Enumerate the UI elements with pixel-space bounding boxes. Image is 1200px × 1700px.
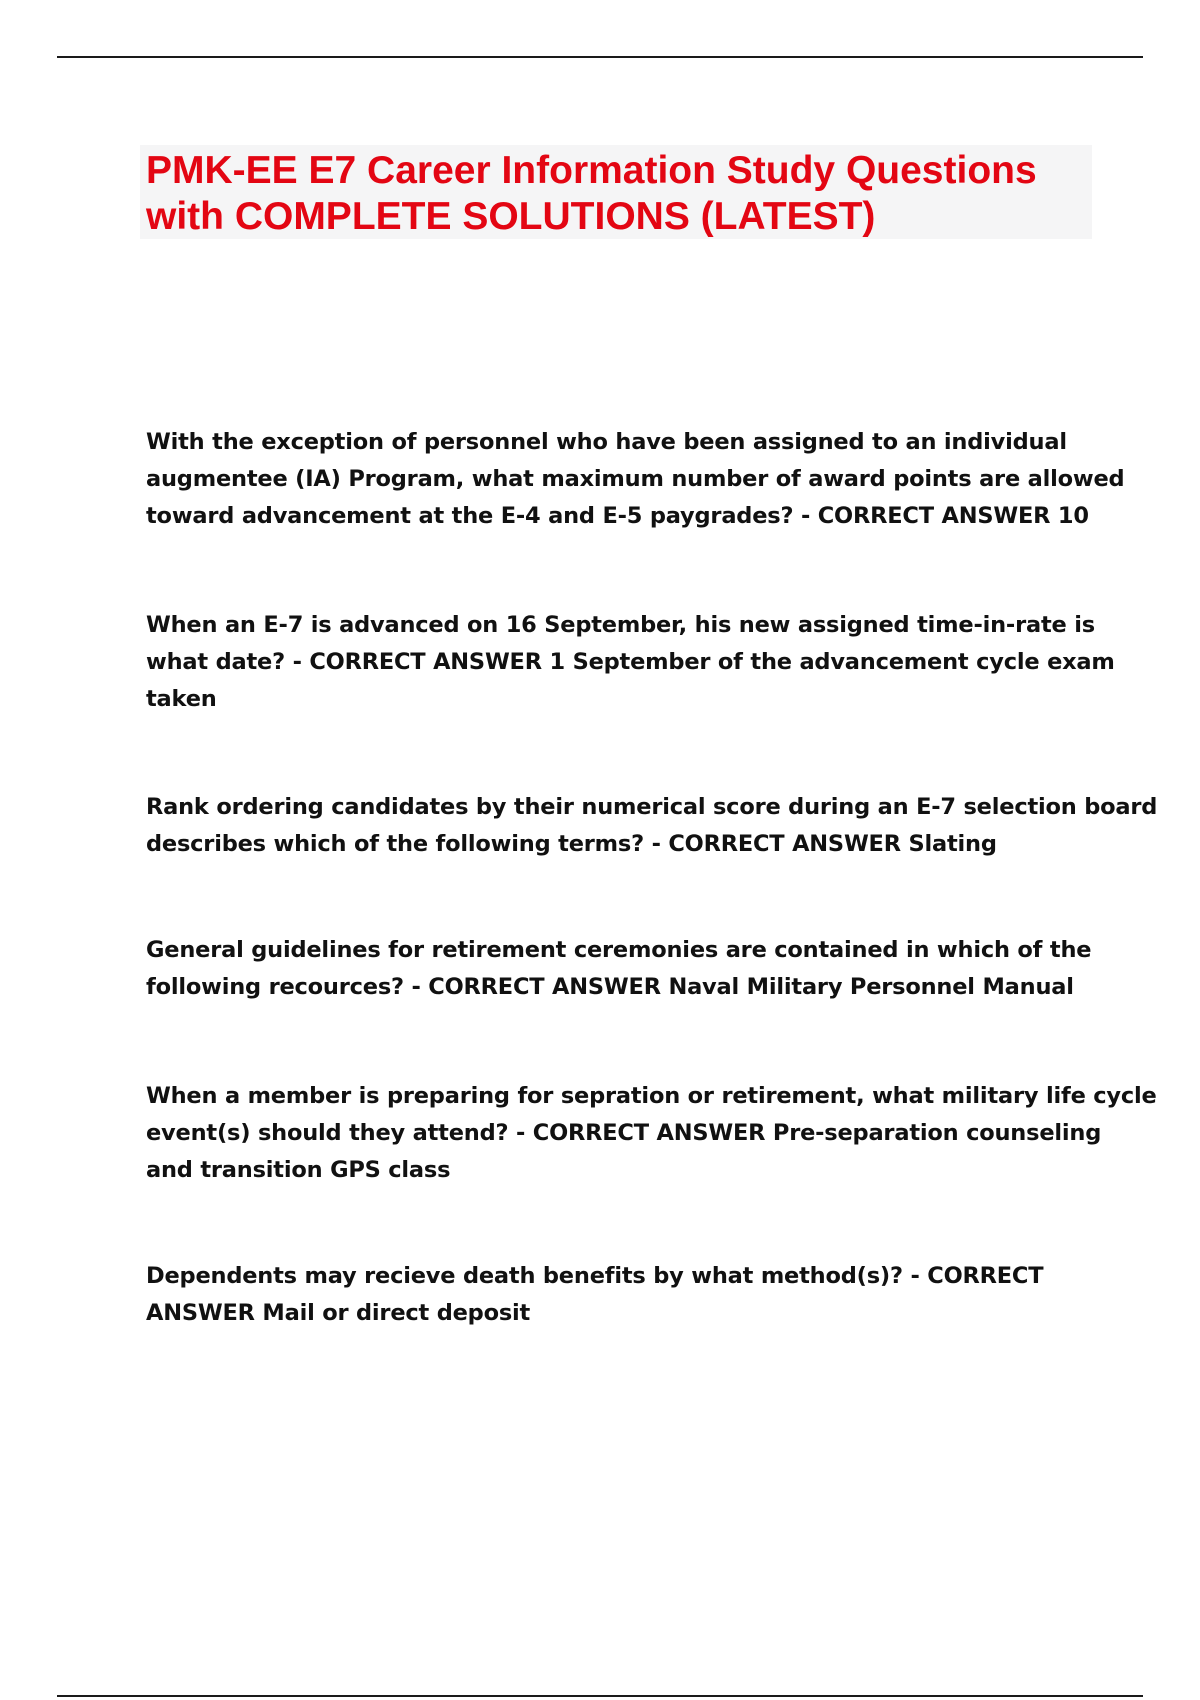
title-line-1: PMK-EE E7 Career Information Study Questions: [146, 149, 1037, 192]
qa-line: and transition GPS class: [146, 1157, 451, 1183]
qa-line: ANSWER Mail or direct deposit: [146, 1300, 531, 1326]
qa-line: following recources? - CORRECT ANSWER Naval Military Personnel Manual: [146, 974, 1074, 1000]
qa-line: When a member is preparing for sepration or retirement, what military life cycle: [146, 1083, 1157, 1109]
document-title: [146, 148, 1037, 240]
bottom-rule: [57, 1695, 1143, 1697]
qa-line: what date? - CORRECT ANSWER 1 September of the advancement cycle exam: [146, 649, 1115, 675]
qa-item-4: [146, 932, 1106, 1006]
top-rule: [57, 56, 1143, 58]
qa-line: describes which of the following terms? - CORRECT ANSWER Slating: [146, 831, 997, 857]
qa-item-2: [146, 607, 1115, 718]
qa-line: augmentee (IA) Program, what maximum number of award points are allowed: [146, 466, 1125, 492]
qa-line: taken: [146, 686, 217, 712]
qa-item-1: [146, 424, 1125, 535]
qa-line: With the exception of personnel who have been assigned to an individual: [146, 429, 1067, 455]
qa-line: Rank ordering candidates by their numerical score during an E-7 selection board: [146, 794, 1158, 820]
qa-line: event(s) should they attend? - CORRECT ANSWER Pre-separation counseling: [146, 1120, 1102, 1146]
qa-line: When an E-7 is advanced on 16 September, his new assigned time-in-rate is: [146, 612, 1095, 638]
qa-line: Dependents may recieve death benefits by what method(s)? - CORRECT: [146, 1263, 1044, 1289]
qa-item-5: [146, 1078, 1157, 1189]
qa-line: toward advancement at the E-4 and E-5 paygrades? - CORRECT ANSWER 10: [146, 503, 1089, 529]
qa-line: General guidelines for retirement ceremonies are contained in which of the: [146, 937, 1092, 963]
qa-item-3: [146, 789, 1158, 863]
title-line-2: with COMPLETE SOLUTIONS (LATEST): [146, 195, 876, 238]
title-block: [140, 145, 1092, 239]
qa-item-6: [146, 1258, 1106, 1332]
